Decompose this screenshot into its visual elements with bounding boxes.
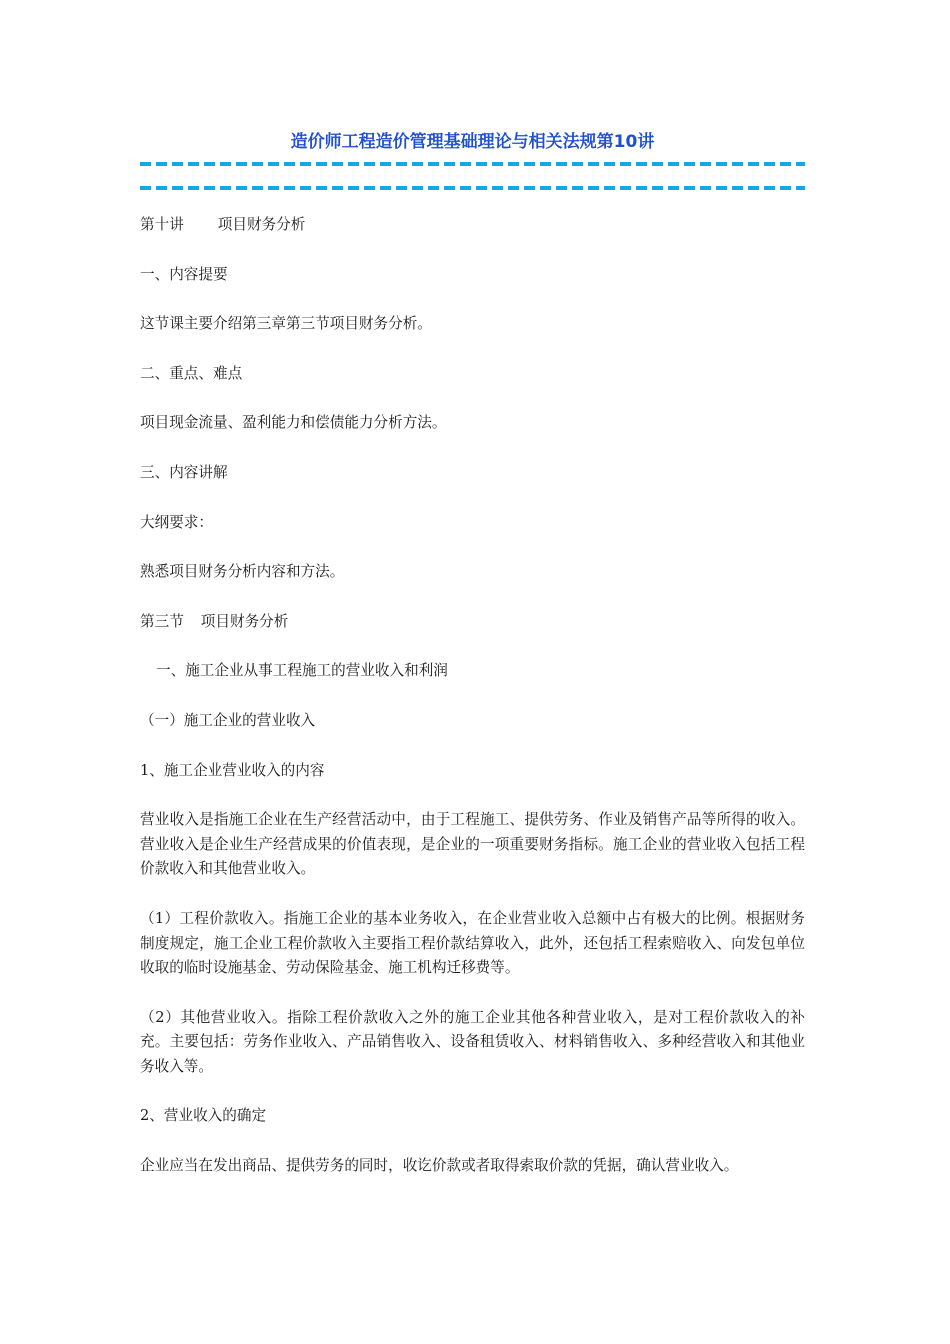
key-points-text: 项目现金流量、盈利能力和偿债能力分析方法。 [140,414,447,432]
section-number: 第三节 [140,612,184,630]
chapter-section-heading [140,610,805,635]
summary-text: 这节课主要介绍第三章第三节项目财务分析。 [140,315,432,333]
heading-1-1-1: 1、施工企业营业收入的内容 [140,761,325,779]
document-body [140,213,805,1179]
title-dashed-rule-top [140,162,805,166]
key-points-heading: 二、重点、难点 [140,364,243,382]
lecture-number: 第十讲 [140,216,184,233]
summary-heading: 一、内容提要 [140,265,228,283]
document-title: 造价师工程造价管理基础理论与相关法规第10讲 [290,132,655,152]
paragraph-item-1: （1）工程价款收入。指施工企业的基本业务收入，在企业营业收入总额中占有极大的比例。根据财务制度规定，施工企业工程价款收入主要指工程价款结算收入，此外，还包括工程索赔收入、向发包单位收取的临时设施基金、劳动保险基金、施工机构迁移费等。 [140,909,805,977]
section-topic: 项目财务分析 [200,612,289,630]
explanation-heading: 三、内容讲解 [140,463,228,481]
heading-1-1-2: 2、营业收入的确定 [140,1107,267,1125]
outline-label: 大纲要求： [140,513,213,531]
paragraph-recognition: 企业应当在发出商品、提供劳务的同时，收讫价款或者取得索取价款的凭据，确认营业收入。 [140,1157,739,1175]
lecture-topic: 项目财务分析 [217,216,306,233]
heading-1-1: （一）施工企业的营业收入 [140,711,316,729]
document-page [140,128,805,1204]
paragraph-item-2: （2）其他营业收入。指除工程价款收入之外的施工企业其他各种营业收入，是对工程价款收入的补充。主要包括：劳务作业收入、产品销售收入、设备租赁收入、材料销售收入、多种经营收入和其他业务收入等。 [140,1008,805,1075]
heading-1: 一、施工企业从事工程施工的营业收入和利润 [156,662,448,680]
lecture-heading [140,213,805,238]
outline-text: 熟悉项目财务分析内容和方法。 [140,563,345,581]
paragraph-revenue: 营业收入是指施工企业在生产经营活动中，由于工程施工、提供劳务、作业及销售产品等所得的收入。营业收入是企业生产经营成果的价值表现，是企业的一项重要财务指标。施工企业的营业收入包括工程价款收入和其他营业收入。 [140,811,805,878]
title-dashed-rule-bottom [140,186,805,190]
